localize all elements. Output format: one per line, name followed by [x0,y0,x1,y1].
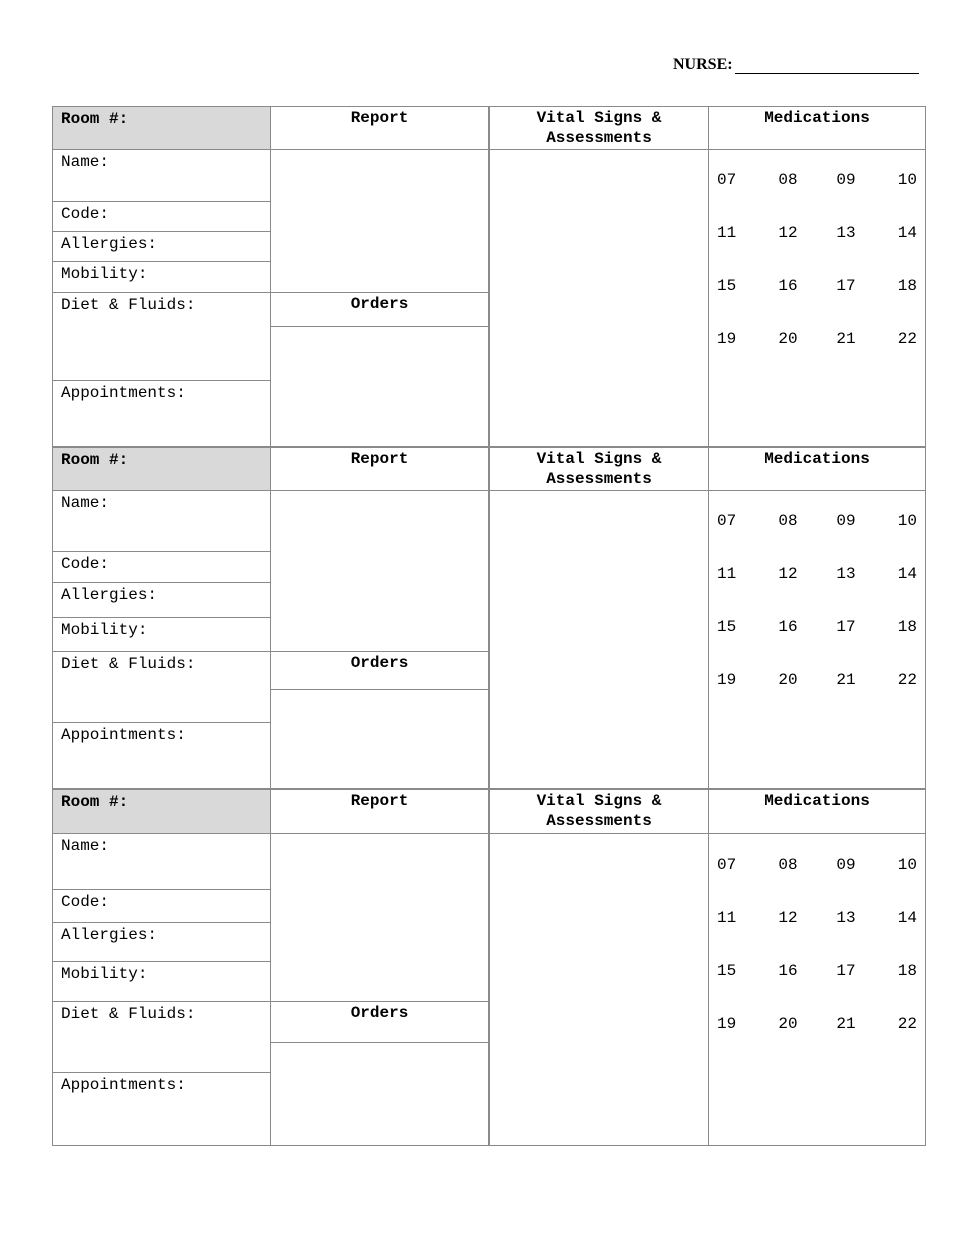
name-label: Name: [61,494,110,512]
medication-hour[interactable]: 11 [717,224,737,242]
medication-hour[interactable]: 07 [717,512,737,530]
appointments-field[interactable] [52,380,271,447]
report-area[interactable] [270,149,489,293]
allergies-label: Allergies: [61,586,158,604]
medication-hour[interactable]: 16 [778,277,798,295]
report-header [270,447,489,491]
vital-signs-area[interactable] [489,833,709,1146]
orders-header [270,651,489,690]
appointments-field[interactable] [52,1072,271,1146]
patient-sheet [52,106,926,1146]
appointments-field[interactable] [52,722,271,789]
report-header [270,106,489,150]
orders-area[interactable] [270,326,489,447]
medication-hour[interactable]: 09 [836,512,856,530]
name-field[interactable] [52,833,271,890]
diet-label: Diet & Fluids: [61,655,196,673]
medications-area[interactable] [708,833,926,1146]
code-label: Code: [61,205,110,223]
vital-signs-area[interactable] [489,490,709,789]
medication-hour[interactable]: 18 [897,962,917,980]
medication-hour[interactable]: 22 [897,1015,917,1033]
medication-hour[interactable]: 12 [778,909,798,927]
appointments-label: Appointments: [61,726,186,744]
medications-area[interactable] [708,490,926,789]
medication-hour[interactable]: 08 [778,512,798,530]
vital-signs-label-line2: Assessments [546,812,652,830]
orders-label: Orders [350,654,409,672]
medication-hour[interactable]: 14 [897,224,917,242]
medication-hour[interactable]: 20 [778,1015,798,1033]
appointments-label: Appointments: [61,1076,186,1094]
medication-hour[interactable]: 22 [897,330,917,348]
vital-signs-header [489,447,709,491]
medication-hour[interactable]: 08 [778,856,798,874]
code-label: Code: [61,893,110,911]
diet-label: Diet & Fluids: [61,1005,196,1023]
vital-signs-header [489,789,709,834]
medication-hour[interactable]: 18 [897,618,917,636]
vital-signs-label-line1: Vital Signs & [536,792,662,810]
report-label: Report [350,792,409,810]
patient-block [52,789,926,1146]
medication-hour[interactable]: 08 [778,171,798,189]
patient-block [52,106,926,447]
medications-label: Medications [764,109,870,127]
medication-hour[interactable]: 15 [717,962,737,980]
medication-hour[interactable]: 13 [836,224,856,242]
medication-hours-grid [717,170,917,349]
vital-signs-label-line1: Vital Signs & [536,109,662,127]
allergies-field[interactable] [52,922,271,962]
name-label: Name: [61,837,110,855]
vital-signs-header [489,106,709,150]
medication-hour[interactable]: 19 [717,330,737,348]
medications-area[interactable] [708,149,926,447]
medications-header [708,106,926,150]
medication-hour[interactable]: 17 [836,962,856,980]
medication-hour[interactable]: 20 [778,330,798,348]
mobility-label: Mobility: [61,265,148,283]
appointments-label: Appointments: [61,384,186,402]
report-label: Report [350,109,409,127]
room-number-label: Room #: [61,793,129,811]
medication-hour[interactable]: 09 [836,171,856,189]
medication-hour[interactable]: 22 [897,671,917,689]
medication-hour[interactable]: 15 [717,618,737,636]
medication-hour[interactable]: 07 [717,171,737,189]
medication-hour[interactable]: 10 [897,171,917,189]
name-field[interactable] [52,149,271,202]
medication-hour[interactable]: 11 [717,909,737,927]
nurse-label: NURSE: [673,56,733,73]
allergies-label: Allergies: [61,926,158,944]
medication-hour[interactable]: 17 [836,618,856,636]
medications-label: Medications [764,450,870,468]
medication-hour[interactable]: 20 [778,671,798,689]
mobility-label: Mobility: [61,965,148,983]
medication-hour[interactable]: 15 [717,277,737,295]
code-field[interactable] [52,201,271,232]
name-label: Name: [61,153,110,171]
report-area[interactable] [270,490,489,652]
medication-hour[interactable]: 16 [778,618,798,636]
medications-label: Medications [764,792,870,810]
medication-hours-grid [717,855,917,1034]
mobility-label: Mobility: [61,621,148,639]
medication-hour[interactable]: 13 [836,909,856,927]
mobility-field[interactable] [52,261,271,293]
code-field[interactable] [52,889,271,923]
medications-header [708,447,926,491]
medication-hour[interactable]: 07 [717,856,737,874]
allergies-field[interactable] [52,231,271,262]
medication-hour[interactable]: 10 [897,512,917,530]
vital-signs-label-line1: Vital Signs & [536,450,662,468]
report-header [270,789,489,834]
orders-header [270,1001,489,1043]
mobility-field[interactable] [52,961,271,1002]
room-number-header[interactable] [52,447,271,491]
patient-block [52,447,926,789]
medication-hour[interactable]: 10 [897,856,917,874]
nurse-signature-line [673,56,919,74]
mobility-field[interactable] [52,617,271,652]
diet-field[interactable] [52,1001,271,1073]
room-number-header[interactable] [52,106,271,150]
medication-hour[interactable]: 09 [836,856,856,874]
diet-field[interactable] [52,292,271,381]
orders-area[interactable] [270,689,489,789]
vital-signs-label-line2: Assessments [546,470,652,488]
orders-header [270,292,489,327]
medication-hour[interactable]: 21 [836,671,856,689]
medication-hour[interactable]: 19 [717,1015,737,1033]
report-area[interactable] [270,833,489,1002]
room-number-label: Room #: [61,451,129,469]
diet-label: Diet & Fluids: [61,296,196,314]
medication-hour[interactable]: 12 [778,224,798,242]
medication-hour[interactable]: 18 [897,277,917,295]
medication-hour[interactable]: 21 [836,330,856,348]
medication-hour[interactable]: 13 [836,565,856,583]
room-number-label: Room #: [61,110,129,128]
code-field[interactable] [52,551,271,583]
room-number-header[interactable] [52,789,271,834]
orders-area[interactable] [270,1042,489,1146]
medication-hour[interactable]: 19 [717,671,737,689]
medication-hour[interactable]: 14 [897,565,917,583]
medications-header [708,789,926,834]
medication-hour[interactable]: 17 [836,277,856,295]
medication-hour[interactable]: 12 [778,565,798,583]
name-field[interactable] [52,490,271,552]
report-label: Report [350,450,409,468]
vital-signs-label-line2: Assessments [546,129,652,147]
medication-hour[interactable]: 21 [836,1015,856,1033]
medication-hour[interactable]: 14 [897,909,917,927]
orders-label: Orders [350,295,409,313]
vital-signs-area[interactable] [489,149,709,447]
medication-hour[interactable]: 11 [717,565,737,583]
nurse-name-blank[interactable] [735,59,919,74]
medication-hour[interactable]: 16 [778,962,798,980]
orders-label: Orders [350,1004,409,1022]
medication-hours-grid [717,511,917,690]
diet-field[interactable] [52,651,271,723]
allergies-field[interactable] [52,582,271,618]
allergies-label: Allergies: [61,235,158,253]
code-label: Code: [61,555,110,573]
